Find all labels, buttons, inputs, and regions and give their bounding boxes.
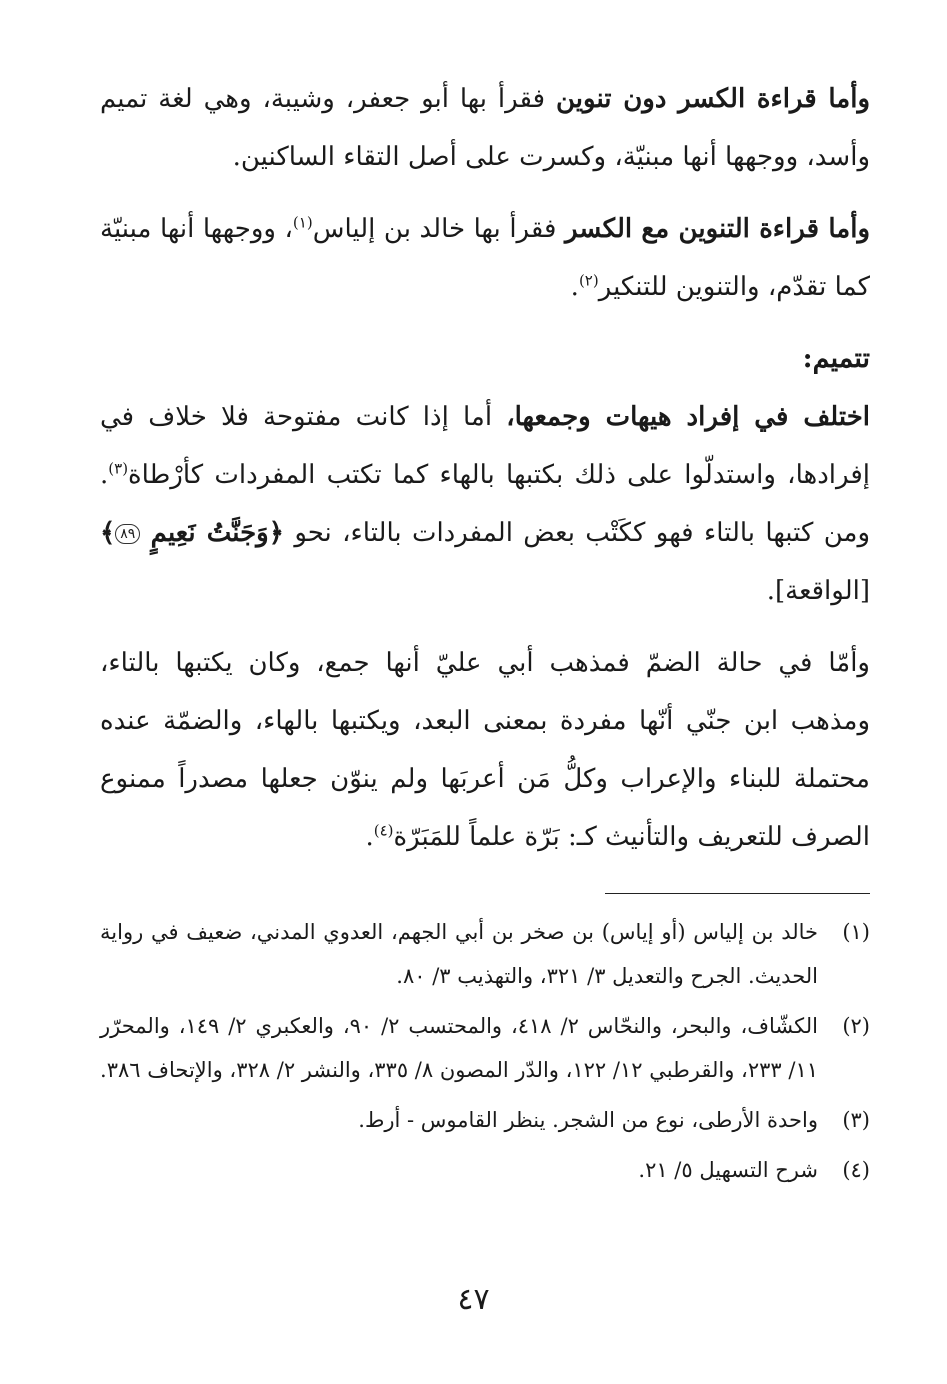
bold-lead: وأما قراءة الكسر دون تنوين [555, 84, 870, 114]
surah-name: [الواقعة]. [766, 576, 870, 606]
verse-number-marker: ٨٩ [115, 524, 140, 544]
paragraph-tanwin-with-kasr [100, 200, 870, 316]
footnote-text: الكشّاف، والبحر، والنحّاس ٢/ ٤١٨، والمحتسب ٢/ ٩٠، والعكبري ٢/ ١٤٩، والمحرّر ١١/ ٢٣٣، والقرطبي ١٢/ ١٢٢، والدّر المصون ٨/ ٣٣٥، والنشر ٢/ ٣٢٨، والإتحاف ٣٨٦. [100, 1014, 818, 1082]
footnote-1 [100, 910, 870, 998]
footnotes [100, 910, 870, 1192]
paragraph-text: وأمّا في حالة الضمّ فمذهب أبي عليّ أنها جمع، وكان يكتبها بالتاء، ومذهب ابن جنّي أنّها مفردة بمعنى البعد، ويكتبها بالهاء، والضمّة عنده محتملة للبناء والإعراب وكلُّ مَن أعربَها ولم ينوّن جعلها مصدراً ممنوع الصرف للتعريف والتأنيث كـ: بَرّة علماً للمَبَرّة [100, 648, 870, 852]
quran-verse-close: ﴾ [100, 518, 116, 548]
footnote-text: شرح التسهيل ٥/ ٢١. [638, 1158, 818, 1182]
paragraph-hayhat [100, 388, 870, 620]
paragraph-kasr-without-tanwin [100, 70, 870, 186]
footnote-ref-2[interactable]: (٢) [578, 271, 599, 290]
paragraph-damm [100, 634, 870, 866]
bold-lead: اختلف في إفراد هيهات وجمعها، [506, 402, 870, 432]
footnote-number: (٢) [842, 1014, 870, 1038]
footnote-3 [100, 1098, 870, 1142]
footnote-text: خالد بن إلياس (أو إياس) بن صخر بن أبي الجهم، العدوي المدني، ضعيف في رواية الحديث. الجرح والتعديل ٣/ ٣٢١، والتهذيب ٣/ ٨٠. [100, 920, 818, 988]
quran-verse: ﴿وَجَنَّتُ نَعِيمٍ [150, 518, 284, 548]
paragraph-text: فقرأ بها خالد بن إلياس [312, 214, 566, 244]
paragraph-text: أما إذا كانت مفتوحة فلا خلاف في إفرادها، واستدلّوا على ذلك بكتبها بالهاء كما تكتب المفردات كأرْطاة [100, 402, 870, 490]
footnote-separator [605, 893, 870, 894]
paragraph-text: . [570, 272, 579, 302]
paragraph-text: ، ووجهها أنها مبنيّة كما تقدّم، والتنوين للتنكير [100, 214, 870, 302]
footnote-ref-1[interactable]: (١) [292, 213, 313, 232]
footnote-number: (١) [842, 920, 870, 944]
footnote-2 [100, 1004, 870, 1092]
footnote-ref-4[interactable]: (٤) [373, 821, 394, 840]
section-heading: تتميم: [802, 343, 870, 374]
footnote-text: واحدة الأرطى، نوع من الشجر. ينظر القاموس - أرط. [358, 1108, 818, 1132]
paragraph-text: . ومن كتبها بالتاء فهو ككَتْب بعض المفردات بالتاء، نحو [100, 460, 871, 548]
paragraph-text: فقرأ بها أبو جعفر، وشيبة، وهي لغة تميم وأسد، ووجهها أنها مبنيّة، وكسرت على أصل التقاء الساكنين. [100, 84, 870, 172]
footnote-4 [100, 1148, 870, 1192]
footnote-number: (٣) [842, 1108, 870, 1132]
paragraph-text: . [365, 822, 374, 852]
footnote-ref-3[interactable]: (٣) [108, 459, 129, 478]
main-text [100, 70, 870, 866]
footnote-number: (٤) [842, 1158, 870, 1182]
bold-lead: وأما قراءة التنوين مع الكسر [565, 214, 871, 244]
page-number: ٤٧ [457, 1282, 490, 1317]
